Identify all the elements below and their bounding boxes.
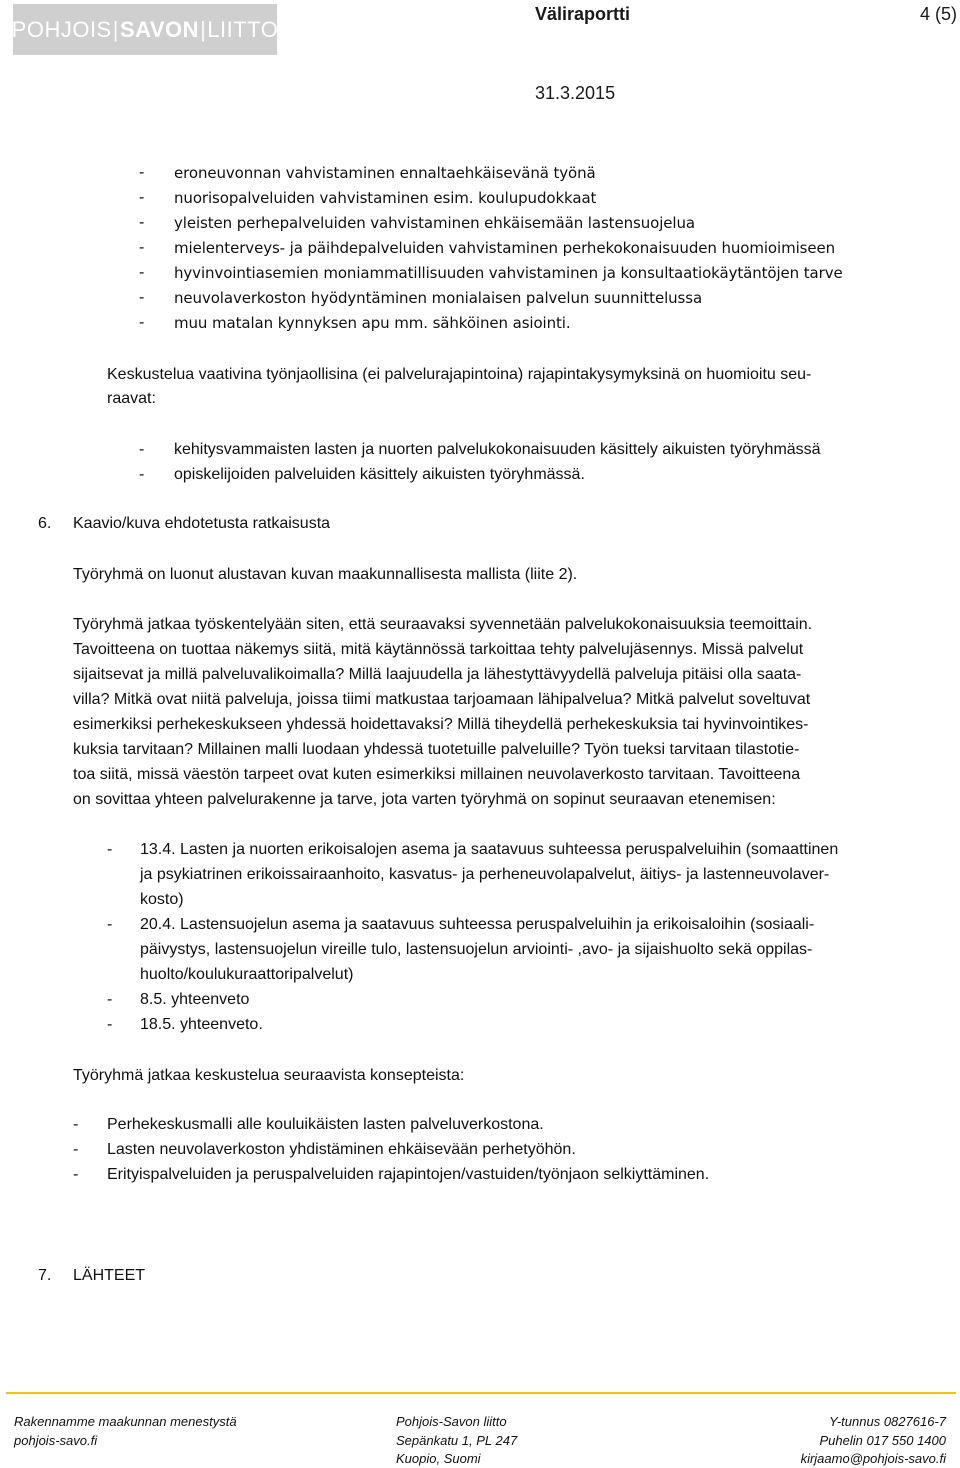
logo-separator: | (200, 16, 207, 42)
footer-business-id: Y-tunnus 0827616-7 (829, 1414, 946, 1429)
list-bullet: - (139, 164, 145, 181)
list-bullet: - (73, 1166, 79, 1183)
footer-divider (6, 1392, 956, 1394)
list-item: opiskelijoiden palveluiden käsittely aikuisten työryhmässä. (174, 466, 585, 483)
list-bullet: - (139, 314, 145, 331)
footer-email: kirjaamo@pohjois-savo.fi (800, 1451, 946, 1466)
paragraph-line: toa siitä, missä väestön tarpeet ovat kuten esimerkiksi millainen neuvolaverkosto tarvitaan. Tavoitteena (73, 766, 801, 783)
list-bullet: - (139, 289, 145, 306)
logo-separator: | (112, 16, 119, 42)
footer-organization: Pohjois-Savon liitto (396, 1414, 507, 1429)
list-item: yleisten perhepalveluiden vahvistaminen ehkäisemään lastensuojelua (174, 214, 695, 232)
list-bullet: - (73, 1116, 79, 1133)
paragraph-line: Työryhmä jatkaa työskentelyään siten, että seuraavaksi syvennetään palvelukokonaisuuksia teemoittain. (73, 616, 813, 633)
schedule-item-line: päivystys, lastensuojelun vireille tulo, lastensuojelun arviointi- ,avo- ja sijaishuolto sekä oppilas- (140, 941, 813, 958)
paragraph-line: esimerkiksi perhekeskukseen yhdessä hoidettavaksi? Millä tiheydellä perhekeskuksia tai hyvinvointikes- (73, 716, 809, 733)
paragraph-line: Työryhmä on luonut alustavan kuvan maakunnallisesta mallista (liite 2). (73, 566, 578, 583)
list-item: mielenterveys- ja päihdepalveluiden vahvistaminen perhekokonaisuuden huomioimiseen (174, 239, 836, 257)
paragraph-line: Tavoitteena on tuottaa näkemys siitä, mitä käytännössä tarkoittaa tehty palvelujäsennys. Missä palvelut (73, 641, 804, 658)
footer-address: Sepänkatu 1, PL 247 (396, 1433, 518, 1448)
list-item: hyvinvointiasemien moniammatillisuuden vahvistaminen ja konsultaatiokäytäntöjen tarve (174, 264, 843, 282)
footer-website: pohjois-savo.fi (14, 1433, 98, 1448)
list-bullet: - (139, 466, 145, 483)
paragraph-line: sijaitsevat ja millä palveluvalikoimalla? Millä laajuudella ja lähestyttävyydellä palveluja pitäisi olla saata- (73, 666, 802, 683)
document-date: 31.3.2015 (535, 83, 616, 103)
footer-slogan: Rakennamme maakunnan menestystä (14, 1414, 237, 1429)
list-bullet: - (107, 841, 113, 858)
list-bullet: - (107, 1016, 113, 1033)
schedule-item-line: 20.4. Lastensuojelun asema ja saatavuus suhteessa peruspalveluihin ja erikoisaloihin (sosiaali- (140, 916, 815, 933)
schedule-item-line: 13.4. Lasten ja nuorten erikoisalojen asema ja saatavuus suhteessa peruspalveluihin (somaattinen (140, 841, 839, 858)
list-bullet: - (139, 441, 145, 458)
list-bullet: - (139, 189, 145, 206)
list-item: Lasten neuvolaverkoston yhdistäminen ehkäisevään perhetyöhön. (107, 1141, 576, 1158)
paragraph-line: raavat: (107, 390, 156, 407)
footer-city: Kuopio, Suomi (396, 1451, 481, 1466)
section-number: 6. (38, 515, 52, 532)
list-bullet: - (139, 214, 145, 231)
list-item: Perhekeskusmalli alle kouluikäisten lasten palveluverkostona. (107, 1116, 544, 1133)
list-bullet: - (73, 1141, 79, 1158)
list-item: muu matalan kynnyksen apu mm. sähköinen asiointi. (174, 314, 571, 332)
list-bullet: - (107, 991, 113, 1008)
schedule-item-line: kosto) (140, 891, 184, 908)
list-bullet: - (107, 916, 113, 933)
list-item: nuorisopalveluiden vahvistaminen esim. koulupudokkaat (174, 189, 597, 207)
document-title: Väliraportti (535, 4, 631, 24)
list-item: eroneuvonnan vahvistaminen ennaltaehkäisevänä työnä (174, 164, 596, 182)
list-item: neuvolaverkoston hyödyntäminen monialaisen palvelun suunnittelussa (174, 289, 703, 307)
paragraph-line: Työryhmä jatkaa keskustelua seuraavista konsepteista: (73, 1067, 465, 1084)
paragraph-line: Keskustelua vaativina työnjaollisina (ei palvelurajapintoina) rajapintakysymyksinä on huomioitu seu- (107, 366, 812, 383)
paragraph-line: villa? Mitkä ovat niitä palveluja, joissa tiimi matkustaa tarjoamaan lähipalvelua? Mitkä palvelut soveltuvat (73, 691, 811, 708)
logo-text-liitto: LIITTO (207, 16, 279, 42)
logo-text-pohjois: POHJOIS (11, 16, 112, 42)
schedule-item-line: 8.5. yhteenveto (140, 991, 250, 1008)
logo-text-savon: SAVON (119, 16, 200, 42)
schedule-item-line: ja psykiatrinen erikoissairaanhoito, kasvatus- ja perheneuvolapalvelut, äitiys- ja lastenneuvolaver- (140, 866, 830, 883)
list-bullet: - (139, 264, 145, 281)
schedule-item-line: huolto/koulukuraattoripalvelut) (140, 966, 354, 983)
footer-phone: Puhelin 017 550 1400 (819, 1433, 946, 1448)
schedule-item-line: 18.5. yhteenveto. (140, 1016, 263, 1033)
list-item: kehitysvammaisten lasten ja nuorten palvelukokonaisuuden käsittely aikuisten työryhmässä (174, 441, 821, 458)
list-bullet: - (139, 239, 145, 256)
paragraph-line: on sovittaa yhteen palvelurakenne ja tarve, jota varten työryhmä on sopinut seuraavan etenemisen: (73, 791, 776, 808)
section-heading: LÄHTEET (73, 1267, 146, 1284)
section-heading: Kaavio/kuva ehdotetusta ratkaisusta (73, 515, 331, 532)
section-number: 7. (38, 1267, 52, 1284)
page-number: 4 (5) (920, 4, 958, 24)
paragraph-line: kuksia tarvitaan? Millainen malli luodaan yhdessä tuotetuille palveluille? Työn tueksi tarvitaan tilastotie- (73, 741, 800, 758)
pohjois-savon-liitto-logo (13, 4, 277, 55)
list-item: Erityispalveluiden ja peruspalveluiden rajapintojen/vastuiden/työnjaon selkiyttäminen. (107, 1166, 710, 1183)
